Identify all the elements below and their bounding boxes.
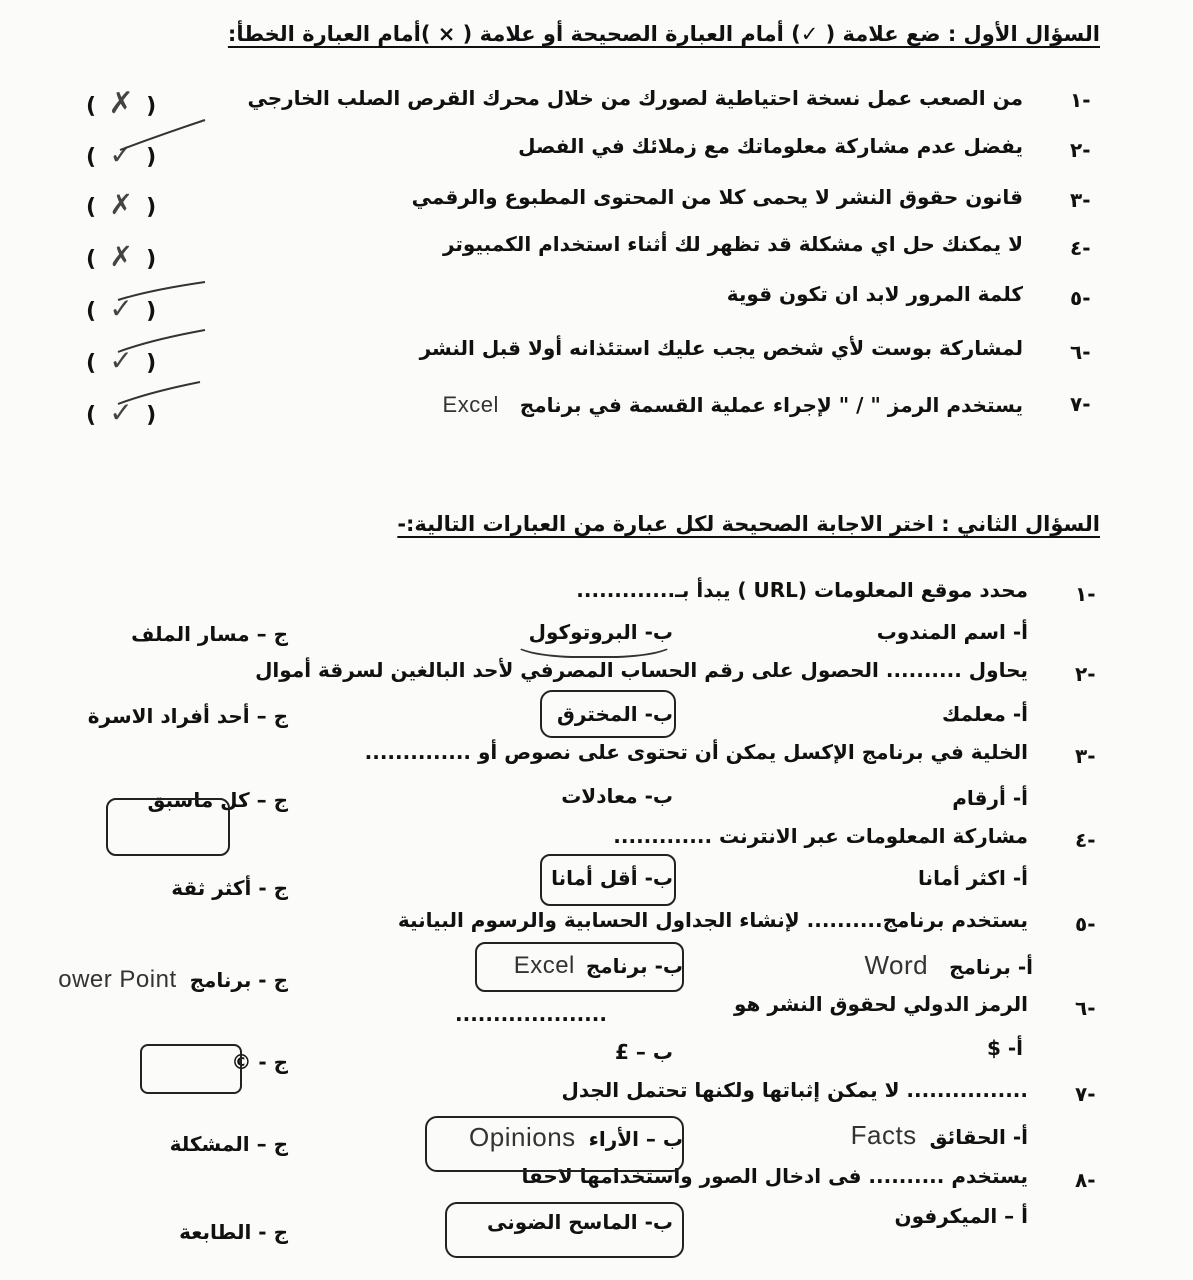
s1-item-7-text	[443, 392, 1023, 418]
s1-item-4-number: ٤-	[1070, 236, 1091, 260]
s2-q7-option-b-en: Opinions	[469, 1122, 576, 1152]
s1-item-3-text: قانون حقوق النشر لا يحمى كلا من المحتوى المطبوع والرقمي	[411, 185, 1023, 209]
s2-q4-option-c: ج - أكثر ثقة	[171, 876, 288, 900]
s1-item-6-answer: ( ✓ )	[86, 344, 157, 377]
s2-q4-stem: مشاركة المعلومات عبر الانترنت .............	[613, 824, 1028, 848]
s1-item-3-number: ٣-	[1070, 188, 1091, 212]
s1-item-6-text: لمشاركة بوست لأي شخص يجب عليك استئذانه أولا قبل النشر	[419, 336, 1023, 360]
s2-q1-answer-circle	[512, 618, 676, 658]
s2-q5-option-c	[58, 966, 288, 994]
s2-q7-option-a-ar: أ- الحقائق	[929, 1125, 1028, 1149]
s1-item-3-answer: ( ✗ )	[86, 188, 157, 221]
s2-q6-answer-circle	[140, 1044, 242, 1094]
s2-q5-option-b-ar: ب- برنامج	[585, 954, 683, 978]
s2-q5-option-c-ar: ج - برنامج	[189, 968, 288, 992]
s2-q5-option-c-en: ower Point	[58, 966, 177, 993]
s2-q8-answer-circle	[445, 1202, 684, 1258]
s1-item-2-answer: ( ✓ )	[86, 138, 157, 171]
s2-q7-option-a	[851, 1120, 1028, 1151]
s2-q5-answer-circle	[475, 942, 684, 992]
s2-q3-answer-circle	[106, 798, 230, 856]
s2-q7-option-b-ar: ب – الأراء	[588, 1127, 683, 1151]
s2-q2-option-b: ب- المخترق	[556, 702, 673, 726]
s2-q4-number: ٤-	[1075, 828, 1096, 852]
s1-item-2-text: يفضل عدم مشاركة معلوماتك مع زملائك في الفصل	[518, 134, 1023, 158]
s2-q7-option-c: ج – المشكلة	[169, 1132, 288, 1156]
s2-q1-option-a: أ- اسم المندوب	[876, 620, 1028, 644]
s2-q2-number: ٢-	[1075, 662, 1096, 686]
s2-q1-stem: محدد موقع المعلومات (URL ) يبدأ بـ.............	[576, 578, 1028, 602]
s2-q2-answer-circle	[540, 690, 676, 738]
section1-heading: السؤال الأول : ضع علامة ( ✓) أمام العبارة الصحيحة أو علامة ( × )أمام العبارة الخطأ:	[227, 22, 1100, 46]
s2-q5-option-b-en: Excel	[513, 952, 575, 979]
s1-item-7-text-ar: يستخدم الرمز " / " لإجراء عملية القسمة في برنامج	[519, 393, 1023, 417]
s1-item-4-answer: ( ✗ )	[86, 240, 157, 273]
s2-q3-option-c: ج – كل ماسبق	[147, 788, 288, 812]
s1-item-5-answer: ( ✓ )	[86, 292, 157, 325]
s2-q2-option-c: ج – أحد أفراد الاسرة	[87, 704, 288, 728]
s2-q8-option-a: أ – الميكرفون	[894, 1204, 1028, 1228]
s1-item-5-text: كلمة المرور لابد ان تكون قوية	[726, 282, 1023, 306]
s1-item-5-number: ٥-	[1070, 286, 1091, 310]
s2-q7-stem: ................ لا يمكن إثباتها ولكنها تحتمل الجدل	[561, 1078, 1028, 1102]
s2-q6-option-a: أ- $	[986, 1036, 1023, 1060]
s2-q5-option-a-en: Word	[864, 950, 929, 980]
s2-q5-option-a-ar: أ- برنامج	[949, 955, 1033, 979]
s2-q6-number: ٦-	[1075, 996, 1096, 1020]
s2-q8-stem: يستخدم .......... فى ادخال الصور واستخدامها لاحقا	[521, 1164, 1028, 1188]
s1-item-1-number: ١-	[1070, 88, 1091, 112]
section2-heading: السؤال الثاني : اختر الاجابة الصحيحة لكل عبارة من العبارات التالية:-	[397, 512, 1100, 536]
s2-q6-stem-dots: ....................	[455, 1002, 607, 1026]
s1-item-7-text-en: Excel	[442, 392, 499, 417]
s2-q6-option-c: ج - ©	[231, 1050, 288, 1074]
s2-q7-number: ٧-	[1075, 1082, 1096, 1106]
s1-item-1-answer: ( ✗ )	[86, 86, 157, 121]
s2-q3-option-a: أ- أرقام	[952, 786, 1028, 810]
s2-q2-stem: يحاول .......... الحصول على رقم الحساب المصرفي لأحد البالغين لسرقة أموال	[255, 658, 1028, 682]
s2-q8-number: ٨-	[1075, 1168, 1096, 1192]
s1-item-4-text: لا يمكنك حل اي مشكلة قد تظهر لك أثناء استخدام الكمبيوتر	[442, 232, 1023, 256]
s2-q8-option-b: ب- الماسح الضونى	[486, 1210, 673, 1234]
s2-q4-option-b: ب- أقل أمانا	[551, 866, 673, 890]
s2-q1-number: ١-	[1075, 582, 1096, 606]
s2-q2-option-a: أ- معلمك	[942, 702, 1028, 726]
s1-item-7-number: ٧-	[1070, 392, 1091, 416]
s2-q4-option-a: أ- اكثر أمانا	[918, 866, 1028, 890]
s2-q3-number: ٣-	[1075, 744, 1096, 768]
s2-q6-option-b: ب – £	[615, 1040, 673, 1064]
s1-item-7-answer: ( ✓ )	[86, 396, 157, 429]
s2-q1-option-b: ب- البروتوكول	[528, 620, 673, 644]
s2-q7-answer-circle	[425, 1116, 684, 1172]
s2-q3-stem: الخلية في برنامج الإكسل يمكن أن تحتوى على نصوص أو ..............	[364, 740, 1028, 764]
s1-item-2-number: ٢-	[1070, 138, 1091, 162]
s2-q4-answer-circle	[540, 854, 676, 906]
s2-q7-option-a-en: Facts	[850, 1120, 917, 1150]
s2-q5-number: ٥-	[1075, 912, 1096, 936]
s2-q5-stem: يستخدم برنامج.......... لإنشاء الجداول الحسابية والرسوم البيانية	[397, 908, 1028, 932]
s1-item-1-text: من الصعب عمل نسخة احتياطية لصورك من خلال محرك القرص الصلب الخارجي	[247, 86, 1023, 110]
s2-q8-option-c: ج - الطابعة	[179, 1220, 288, 1244]
s2-q1-option-c: ج – مسار الملف	[131, 622, 288, 646]
s1-item-6-number: ٦-	[1070, 340, 1091, 364]
s2-q5-option-a	[864, 950, 1033, 981]
s2-q3-option-b: ب- معادلات	[561, 784, 673, 808]
s2-q6-stem: الرمز الدولي لحقوق النشر هو	[733, 992, 1028, 1016]
